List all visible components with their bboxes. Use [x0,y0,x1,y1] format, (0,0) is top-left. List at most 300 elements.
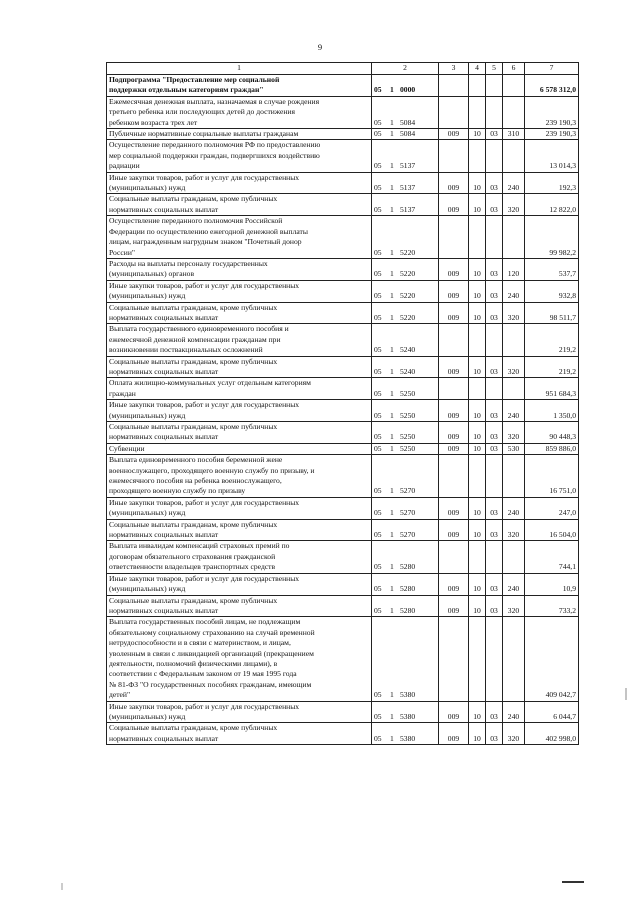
row-description [107,400,372,422]
description-line: нетрудоспособности и в связи с материнством, и лицам, [109,638,291,648]
row-subsection-code: 03 [486,258,503,280]
row-description [107,129,372,140]
program-code-part: 5280 [400,562,416,572]
row-description [107,172,372,194]
row-section-code: 10 [469,701,486,723]
table-row [107,280,579,302]
description-line: Иные закупки товаров, работ и услуг для государственных [109,497,300,507]
description-line: России" [109,247,135,257]
row-amount: 16 751,0 [525,455,579,498]
row-section-code: 10 [469,443,486,454]
row-section-code: 10 [469,573,486,595]
header-row [107,63,579,75]
program-code-part: 05 [374,733,382,743]
row-ministry-code: 009 [439,280,469,302]
program-code-part: 5250 [400,432,416,442]
row-amount: 239 190,3 [525,96,579,128]
row-ministry-code [439,617,469,701]
row-subsection-code [486,455,503,498]
program-code-part: 1 [390,605,394,615]
description-line: (муниципальных) нужд [109,410,186,420]
table-row [107,400,579,422]
row-expense-type-code: 240 [503,172,525,194]
program-code-part: 1 [390,486,394,496]
row-description [107,140,372,172]
row-program-code [372,75,439,97]
program-code-part: 05 [374,690,382,700]
program-code-part: 1 [390,366,394,376]
program-code-part: 1 [390,432,394,442]
row-ministry-code: 009 [439,723,469,745]
table-row [107,96,579,128]
row-section-code: 10 [469,280,486,302]
row-program-code [372,422,439,444]
row-program-code [372,96,439,128]
program-code-part: 05 [374,562,382,572]
row-program-code [372,258,439,280]
program-code-part: 1 [390,129,394,139]
row-amount: 1 350,0 [525,400,579,422]
table-row [107,519,579,541]
program-code-part: 05 [374,486,382,496]
description-line: нормативных социальных выплат [109,530,219,540]
row-subsection-code: 03 [486,129,503,140]
table-row [107,129,579,140]
description-line: (муниципальных) органов [109,269,195,279]
row-section-code: 10 [469,400,486,422]
row-description [107,455,372,498]
program-code-part: 1 [390,312,394,322]
program-code-part: 05 [374,366,382,376]
row-subsection-code: 03 [486,701,503,723]
description-line: Социальные выплаты гражданам, кроме публичных [109,356,278,366]
program-code-part: 1 [390,711,394,721]
table-row [107,701,579,723]
row-amount: 247,0 [525,497,579,519]
program-code-part: 5220 [400,247,416,257]
description-line: военнослужащего, проходящего военную службу по призыву, и [109,465,315,475]
row-amount: 402 998,0 [525,723,579,745]
row-ministry-code [439,324,469,356]
description-line: нормативных социальных выплат [109,733,219,743]
row-amount: 859 886,0 [525,443,579,454]
description-line: Осуществление переданного полномочия РФ по предоставлению [109,140,321,150]
program-code-part: 5280 [400,584,416,594]
row-expense-type-code [503,140,525,172]
row-program-code [372,455,439,498]
program-code-part: 5220 [400,291,416,301]
row-expense-type-code: 120 [503,258,525,280]
program-code-part: 1 [390,690,394,700]
program-code-part: 5270 [400,508,416,518]
row-amount: 192,3 [525,172,579,194]
description-line: (муниципальных) нужд [109,291,186,301]
row-description [107,96,372,128]
table-row [107,172,579,194]
row-subsection-code [486,378,503,400]
row-program-code [372,723,439,745]
row-ministry-code: 009 [439,258,469,280]
table-row [107,258,579,280]
description-line: Оплата жилищно-коммунальных услуг отдельным категориям [109,378,311,388]
program-code-part: 1 [390,269,394,279]
description-line: нормативных социальных выплат [109,432,219,442]
description-line: нормативных социальных выплат [109,204,219,214]
row-section-code: 10 [469,422,486,444]
program-code-part: 05 [374,345,382,355]
row-subsection-code: 03 [486,422,503,444]
program-code-part: 1 [390,183,394,193]
row-subsection-code: 03 [486,172,503,194]
row-program-code [372,617,439,701]
description-line: Выплата государственных пособий лицам, не подлежащим [109,617,301,627]
row-expense-type-code [503,378,525,400]
row-description [107,324,372,356]
row-section-code [469,75,486,97]
description-line: Выплата инвалидам компенсаций страховых премий по [109,541,290,551]
row-ministry-code: 009 [439,422,469,444]
row-section-code: 10 [469,129,486,140]
description-line: соответствии с Федеральным законом от 19 мая 1995 года [109,669,297,679]
program-code-part: 1 [390,584,394,594]
description-line: уволенным в связи с ликвидацией организаций (прекращением [109,648,314,658]
row-expense-type-code: 320 [503,519,525,541]
row-program-code [372,280,439,302]
row-ministry-code [439,96,469,128]
table-row [107,194,579,216]
row-ministry-code [439,455,469,498]
row-ministry-code: 009 [439,595,469,617]
row-section-code: 10 [469,519,486,541]
description-line: Социальные выплаты гражданам, кроме публичных [109,302,278,312]
row-description [107,194,372,216]
table-row [107,573,579,595]
row-program-code [372,701,439,723]
row-ministry-code: 009 [439,519,469,541]
row-amount: 16 504,0 [525,519,579,541]
program-code-part: 1 [390,443,394,453]
program-code-part: 1 [390,291,394,301]
row-amount: 98 511,7 [525,302,579,324]
row-description [107,422,372,444]
description-line: мер социальной поддержки граждан, подвергшихся воздействию [109,150,320,160]
row-description [107,497,372,519]
row-ministry-code: 009 [439,172,469,194]
row-section-code: 10 [469,194,486,216]
row-subsection-code [486,216,503,259]
description-line: Осуществление переданного полномочия Российской [109,216,283,226]
description-line: Федерации по осуществлению ежегодной денежной выплаты [109,226,308,236]
table-row [107,75,579,97]
row-amount: 409 042,7 [525,617,579,701]
row-program-code [372,443,439,454]
row-amount: 733,2 [525,595,579,617]
description-line: ежемесячной денежной компенсации гражданам при [109,334,281,344]
row-expense-type-code: 240 [503,400,525,422]
row-subsection-code: 03 [486,194,503,216]
program-code-part: 05 [374,605,382,615]
program-code-part: 5250 [400,388,416,398]
program-code-part: 5137 [400,183,416,193]
program-code-part: 5270 [400,486,416,496]
row-program-code [372,140,439,172]
row-section-code: 10 [469,172,486,194]
row-section-code: 10 [469,302,486,324]
row-subsection-code: 03 [486,443,503,454]
row-section-code [469,216,486,259]
program-code-part: 5380 [400,733,416,743]
row-expense-type-code: 240 [503,701,525,723]
table-row [107,378,579,400]
description-line: нормативных социальных выплат [109,312,219,322]
program-code-part: 05 [374,129,382,139]
header-col-2: 2 [372,63,439,75]
row-ministry-code: 009 [439,356,469,378]
table-row [107,324,579,356]
row-description [107,75,372,97]
row-ministry-code [439,378,469,400]
row-expense-type-code [503,617,525,701]
description-line: Иные закупки товаров, работ и услуг для государственных [109,701,300,711]
program-code-part: 1 [390,530,394,540]
description-line: ответственности владельцев транспортных средств [109,562,276,572]
row-expense-type-code: 320 [503,194,525,216]
row-section-code [469,541,486,573]
row-subsection-code: 03 [486,497,503,519]
program-code-part: 1 [390,388,394,398]
row-section-code: 10 [469,258,486,280]
row-subsection-code [486,324,503,356]
row-subsection-code [486,541,503,573]
row-ministry-code: 009 [439,443,469,454]
description-line: Социальные выплаты гражданам, кроме публичных [109,422,278,431]
row-subsection-code [486,617,503,701]
row-program-code [372,172,439,194]
row-ministry-code: 009 [439,701,469,723]
row-amount: 90 448,3 [525,422,579,444]
program-code-part: 1 [390,733,394,743]
description-line: Социальные выплаты гражданам, кроме публичных [109,723,278,733]
program-code-part: 05 [374,117,382,127]
program-code-part: 1 [390,161,394,171]
table-row [107,541,579,573]
row-program-code [372,378,439,400]
row-subsection-code: 03 [486,573,503,595]
row-expense-type-code: 530 [503,443,525,454]
table-row [107,617,579,701]
program-code-part: 1 [390,562,394,572]
budget-table-body [107,63,579,745]
header-col-7: 7 [525,63,579,75]
row-ministry-code: 009 [439,497,469,519]
description-line: нормативных социальных выплат [109,605,219,615]
row-ministry-code: 009 [439,400,469,422]
row-amount: 239 190,3 [525,129,579,140]
description-line: Социальные выплаты гражданам, кроме публичных [109,194,278,204]
row-description [107,302,372,324]
row-expense-type-code [503,455,525,498]
program-code-part: 5137 [400,204,416,214]
row-description [107,519,372,541]
row-amount: 6 044,7 [525,701,579,723]
description-line: Выплата единовременного пособия беременной жене [109,455,283,465]
row-expense-type-code [503,541,525,573]
row-expense-type-code [503,96,525,128]
row-program-code [372,216,439,259]
program-code-part: 5380 [400,690,416,700]
program-code-part: 05 [374,161,382,171]
row-subsection-code: 03 [486,302,503,324]
row-program-code [372,573,439,595]
description-line: Иные закупки товаров, работ и услуг для государственных [109,172,300,182]
description-line: (муниципальных) нужд [109,711,186,721]
program-code-part: 1 [390,85,394,95]
table-row [107,723,579,745]
description-line: радиации [109,161,140,171]
program-code-part: 5250 [400,443,416,453]
table-row [107,216,579,259]
row-expense-type-code: 320 [503,723,525,745]
program-code-part: 5137 [400,161,416,171]
description-line: детей" [109,690,131,700]
table-row [107,455,579,498]
description-line: Выплата государственного единовременного пособия и [109,324,289,334]
program-code-part: 1 [390,247,394,257]
program-code-part: 5084 [400,117,416,127]
row-expense-type-code: 320 [503,356,525,378]
program-code-part: 5240 [400,345,416,355]
description-line: Субвенции [109,443,145,453]
budget-table [106,62,579,745]
description-line: Иные закупки товаров, работ и услуг для государственных [109,280,300,290]
program-code-part: 05 [374,291,382,301]
description-line: проходящего военную службу по призыву [109,486,246,496]
scan-mark-bottom [562,881,584,883]
row-section-code [469,140,486,172]
row-section-code: 10 [469,356,486,378]
description-line: Иные закупки товаров, работ и услуг для государственных [109,400,300,410]
program-code-part: 05 [374,312,382,322]
row-amount: 99 982,2 [525,216,579,259]
program-code-part: 5220 [400,269,416,279]
description-line: Ежемесячная денежная выплата, назначаемая в случае рождения [109,96,320,106]
description-line: Иные закупки товаров, работ и услуг для государственных [109,573,300,583]
row-description [107,443,372,454]
row-amount: 219,2 [525,356,579,378]
program-code-part: 05 [374,247,382,257]
row-description [107,258,372,280]
row-expense-type-code [503,75,525,97]
program-code-part: 05 [374,584,382,594]
row-section-code [469,96,486,128]
row-program-code [372,194,439,216]
program-code-part: 05 [374,85,382,95]
description-line: (муниципальных) нужд [109,584,186,594]
program-code-part: 5220 [400,312,416,322]
row-expense-type-code [503,216,525,259]
description-line: (муниципальных) нужд [109,183,186,193]
row-subsection-code: 03 [486,595,503,617]
program-code-part: 1 [390,204,394,214]
row-amount: 744,1 [525,541,579,573]
row-section-code [469,617,486,701]
row-program-code [372,129,439,140]
row-program-code [372,595,439,617]
program-code-part: 05 [374,711,382,721]
program-code-part: 05 [374,204,382,214]
row-amount: 6 578 312,0 [525,75,579,97]
description-line: деятельности, полномочий физическими лицами), в [109,658,278,668]
description-line: граждан [109,388,136,398]
program-code-part: 1 [390,117,394,127]
table-row [107,302,579,324]
program-code-part: 5280 [400,605,416,615]
row-description [107,541,372,573]
row-expense-type-code: 240 [503,573,525,595]
table-row [107,497,579,519]
program-code-part: 05 [374,508,382,518]
row-ministry-code [439,140,469,172]
row-subsection-code: 03 [486,400,503,422]
description-line: обязательному социальному страхованию на случай временной [109,627,315,637]
table-row [107,140,579,172]
row-description [107,356,372,378]
row-program-code [372,356,439,378]
row-program-code [372,519,439,541]
row-expense-type-code: 310 [503,129,525,140]
row-section-code: 10 [469,497,486,519]
header-col-4: 4 [469,63,486,75]
description-line: № 81-ФЗ "О государственных пособиях гражданам, имеющим [109,679,312,689]
row-subsection-code: 03 [486,356,503,378]
program-code-part: 05 [374,410,382,420]
row-section-code [469,324,486,356]
row-section-code: 10 [469,723,486,745]
row-amount: 12 822,0 [525,194,579,216]
row-amount: 537,7 [525,258,579,280]
row-ministry-code: 009 [439,302,469,324]
table-row [107,356,579,378]
row-section-code [469,378,486,400]
row-amount: 219,2 [525,324,579,356]
description-line: лицам, награжденным нагрудным знаком "Почетный донор [109,237,302,247]
row-expense-type-code: 320 [503,422,525,444]
program-code-part: 5084 [400,129,416,139]
table-row [107,595,579,617]
program-code-part: 5380 [400,711,416,721]
row-section-code [469,455,486,498]
row-ministry-code: 009 [439,573,469,595]
row-description [107,595,372,617]
row-description [107,280,372,302]
program-code-part: 5240 [400,366,416,376]
row-description [107,617,372,701]
row-amount: 10,9 [525,573,579,595]
header-col-6: 6 [503,63,525,75]
row-amount: 932,8 [525,280,579,302]
row-description [107,573,372,595]
program-code-part: 05 [374,432,382,442]
row-expense-type-code [503,324,525,356]
program-code-part: 05 [374,388,382,398]
row-ministry-code [439,216,469,259]
description-line: Социальные выплаты гражданам, кроме публичных [109,519,278,529]
row-amount: 13 014,3 [525,140,579,172]
row-subsection-code [486,75,503,97]
row-program-code [372,400,439,422]
row-program-code [372,302,439,324]
program-code-part: 1 [390,508,394,518]
